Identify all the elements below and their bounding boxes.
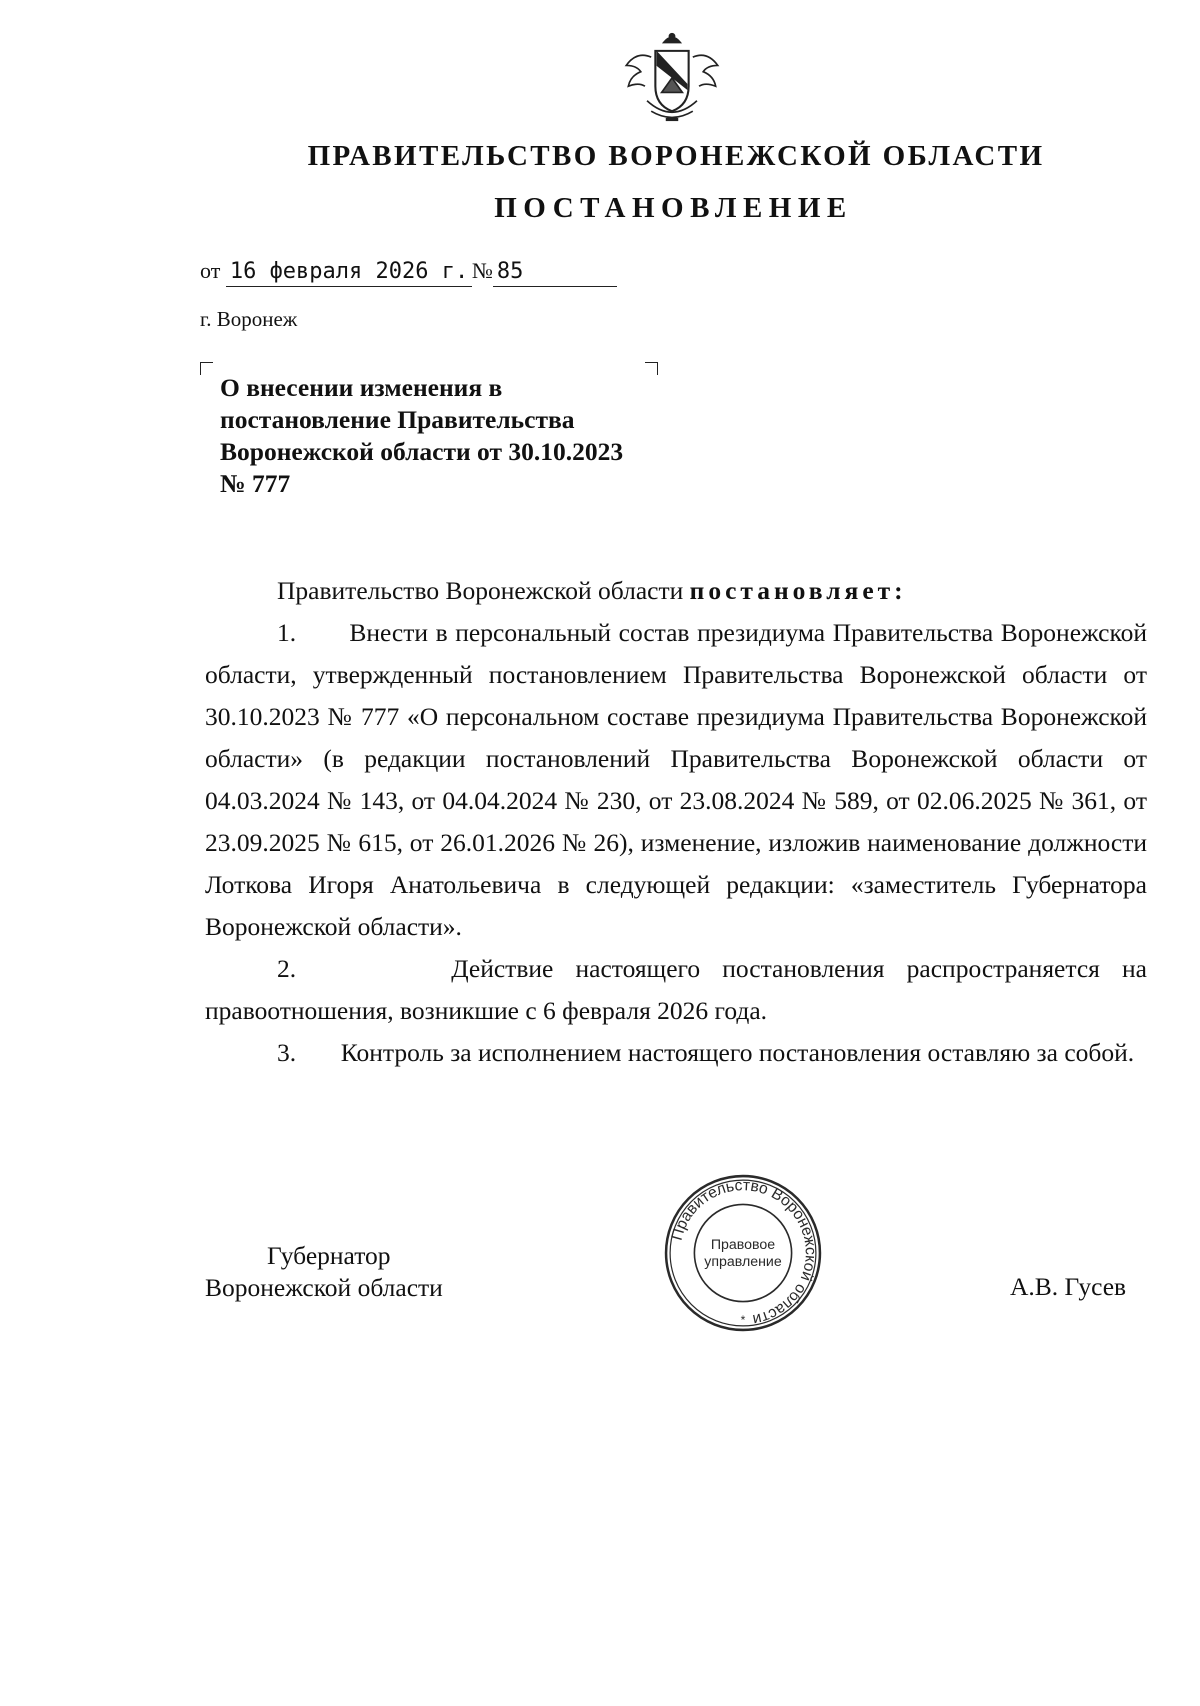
government-title: ПРАВИТЕЛЬСТВО ВОРОНЕЖСКОЙ ОБЛАСТИ (307, 140, 1045, 172)
position-line-2: Воронежской области (205, 1273, 443, 1302)
position-line-1: Губернатор (267, 1241, 391, 1270)
signatory-name: А.В. Гусев (1010, 1272, 1127, 1301)
city: г. Воронеж (200, 307, 298, 331)
item-number: 2. (277, 954, 297, 983)
document-date: 16 февраля 2026 г. (226, 260, 472, 287)
subject-corner-left (200, 362, 213, 375)
round-seal-icon (662, 1172, 824, 1334)
item-text: Контроль за исполнением настоящего постановления оставляю за собой. (340, 1038, 1135, 1067)
preamble-emphasis: постановляет: (689, 576, 907, 605)
svg-text:*: * (740, 1312, 746, 1327)
preamble (205, 570, 1147, 612)
item-text: Внести в персональный состав президиума Правительства Воронежской области, утвержденный постановлением Правительства Воронежской области от 30.10.2023 № 777 «О персональном составе президиума Правительства Воронежской области» (в редакции постановлений Правительства Воронежской области от 04.03.2024 № 143, от 04.04.2024 № 230, от 23.08.2024 № 589, от 02.06.2025 № 361, от 23.09.2025 № 615, от 26.01.2026 № 26), изменение, изложив наименование должности Лоткова Игоря Анатольевича в следующей редакции: «заместитель Губернатора Воронежской области». (205, 618, 1147, 941)
document-number: 85 (493, 260, 617, 287)
list-item (205, 948, 1147, 1032)
item-text: Действие настоящего постановления распространяется на правоотношения, возникшие с 6 февраля 2026 года. (205, 954, 1147, 1025)
signatory-position (205, 1240, 443, 1304)
document-type: ПОСТАНОВЛЕНИЕ (494, 192, 853, 224)
list-item (205, 612, 1147, 948)
stamp-inner-line-2: управление (704, 1254, 782, 1271)
coat-of-arms-icon (620, 28, 724, 132)
item-number: 3. (277, 1038, 297, 1067)
list-item (205, 1032, 1147, 1074)
preamble-text: Правительство Воронежской области (277, 576, 684, 605)
document-subject: О внесении изменения в постановление Правительства Воронежской области от 30.10.2023 № 777 (220, 373, 624, 498)
document-body (205, 570, 1147, 1074)
stamp-outer-text: Правительство Воронежской области (668, 1177, 819, 1329)
stamp-inner-line-1: Правовое (710, 1236, 776, 1253)
date-prefix: от (200, 258, 221, 283)
date-number-line (200, 258, 617, 287)
subject-corner-right (645, 362, 658, 375)
item-number: 1. (277, 618, 297, 647)
number-label: № (471, 258, 493, 283)
